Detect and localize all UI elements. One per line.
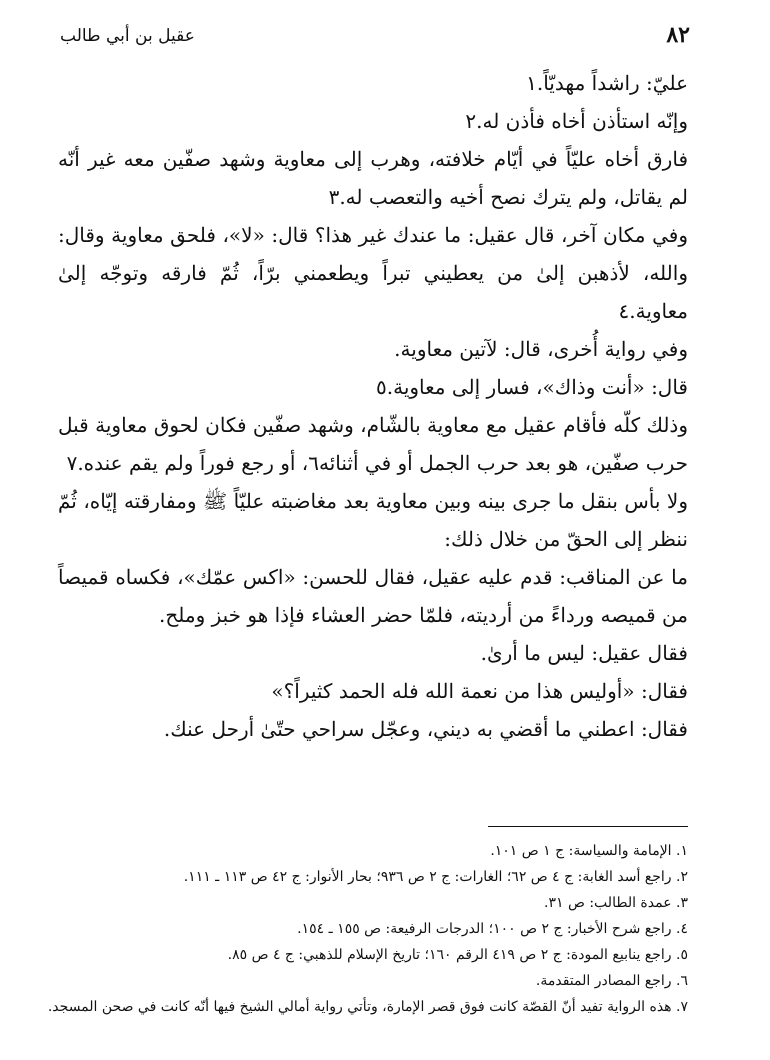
paragraph: عليّ: راشداً مهديّاً.١ xyxy=(526,71,688,95)
main-text xyxy=(58,64,688,748)
footnote: ١. الإمامة والسياسة: ج ١ ص ١٠١. xyxy=(490,843,688,859)
paragraph: فارق أخاه عليّاً في أيّام خلافته، وهرب إلى معاوية وشهد صفّين معه غير أنّه لم يقاتل، ولم يترك نصح أخيه والتعصب له.٣ xyxy=(58,147,688,209)
footnote: ٥. راجع ينابيع المودة: ج ٢ ص ٤١٩ الرقم ١٦٠؛ تاريخ الإسلام للذهبي: ج ٤ ص ٨٥. xyxy=(227,947,688,963)
paragraph: فقال عقيل: ليس ما أرىٰ. xyxy=(480,641,688,665)
running-title: عقيل بن أبي طالب xyxy=(60,26,195,46)
page-number: ٨٢ xyxy=(666,22,690,48)
paragraph: وإنّه استأذن أخاه فأذن له.٢ xyxy=(465,109,688,133)
paragraph: وفي رواية أُخرى، قال: لآتين معاوية. xyxy=(394,337,688,361)
paragraph: وذلك كلّه فأقام عقيل مع معاوية بالشّام، وشهد صفّين فكان لحوق معاوية قبل حرب صفّين، هو بعد حرب الجمل أو في أثنائه٦، أو رجع فوراً ولم يقم عنده.٧ xyxy=(58,413,688,475)
footnote: ٣. عمدة الطالب: ص ٣١. xyxy=(544,895,688,911)
paragraph: ولا بأس بنقل ما جرى بينه وبين معاوية بعد مغاضبته عليّاً ﷺ ومفارقته إيّاه، ثُمّ ننظر إلى الحقّ من خلال ذلك: xyxy=(58,489,688,551)
paragraph: قال: «أنت وذاك»، فسار إلى معاوية.٥ xyxy=(376,375,688,399)
paragraph: فقال: اعطني ما أقضي به ديني، وعجّل سراحي حتّىٰ أرحل عنك. xyxy=(163,717,688,741)
footnote-divider xyxy=(488,826,688,827)
footnotes xyxy=(47,838,688,1020)
footnote: ٦. راجع المصادر المتقدمة. xyxy=(535,973,688,989)
paragraph: ما عن المناقب: قدم عليه عقيل، فقال للحسن: «اكس عمّك»، فكساه قميصاً من قميصه ورداءً من أرديته، فلمّا حضر العشاء فإذا هو خبز وملح. xyxy=(58,565,688,627)
paragraph: وفي مكان آخر، قال عقيل: ما عندك غير هذا؟ قال: «لا»، فلحق معاوية وقال: والله، لأذهبن إلىٰ من يعطيني تبراً ويطعمني برّاً، ثُمّ فارقه وتوجّه إلىٰ معاوية.٤ xyxy=(58,223,688,323)
footnote: ٢. راجع أسد الغابة: ج ٤ ص ٦٢؛ الغارات: ج ٢ ص ٩٣٦؛ بحار الأنوار: ج ٤٢ ص ١١٣ ـ ١١١. xyxy=(183,869,688,885)
footnote: ٤. راجع شرح الأخبار: ج ٢ ص ١٠٠؛ الدرجات الرفيعة: ص ١٥٥ ـ ١٥٤. xyxy=(297,921,688,937)
page-header xyxy=(60,22,690,58)
footnote: ٧. هذه الرواية تفيد أنّ القصّة كانت فوق قصر الإمارة، وتأتي رواية أمالي الشيخ فيها أنّه كانت في صحن المسجد. xyxy=(47,999,688,1015)
paragraph: فقال: «أوليس هذا من نعمة الله فله الحمد كثيراً؟» xyxy=(271,679,688,703)
